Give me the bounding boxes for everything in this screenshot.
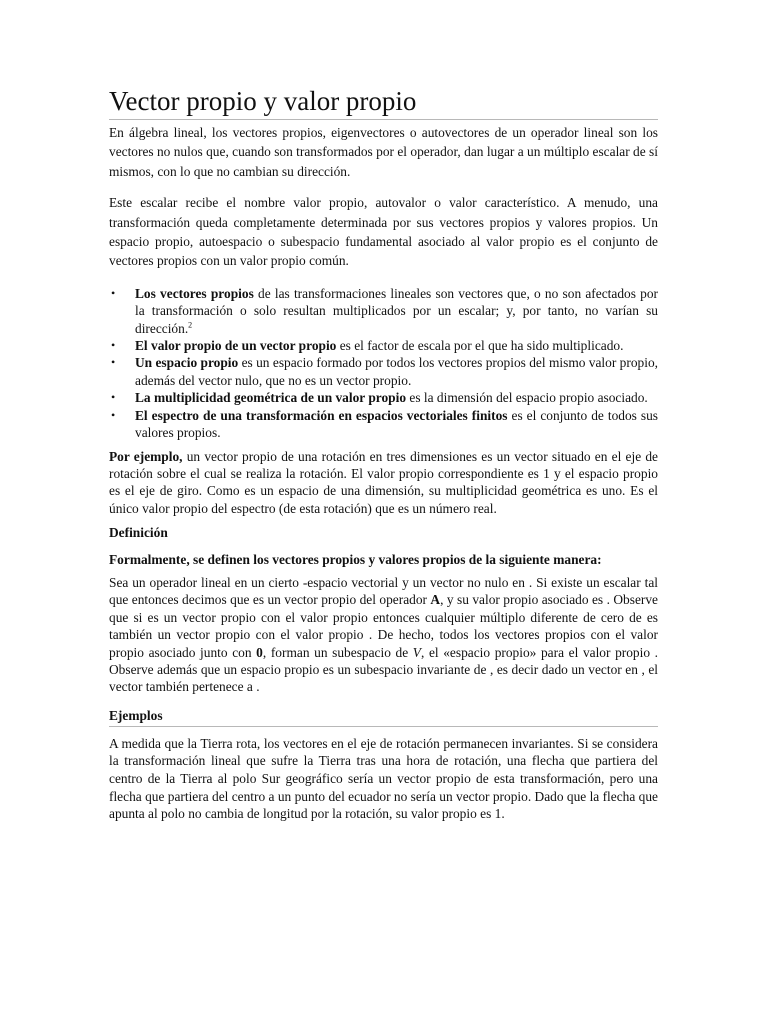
page-title: Vector propio y valor propio	[109, 84, 658, 120]
sea-text-4: , el «espacio propio» para el valor propio . Observe además que un espacio propio es un subespacio invariante de , es decir dado un vector en , el vector también pertenece a .	[109, 644, 659, 695]
space-symbol: V	[412, 644, 421, 660]
bullet-icon: •	[111, 390, 116, 405]
operator-symbol: A	[430, 592, 441, 608]
list-item-text: es la dimensión del espacio propio asociado.	[406, 390, 648, 406]
ejemplo-text: un vector propio de una rotación en tres dimensiones es un vector situado en el eje de rotación sobre el cual se realiza la rotación. El valor propio correspondiente es 1 y el espacio propio es el eje de giro. Como es un espacio de una dimensión, su multiplicidad geométrica es uno. Es el único valor propio del espectro (de esta rotación) que es un número real.	[109, 448, 659, 516]
definicion-heading: Definición	[109, 525, 168, 541]
list-item-text: es el factor de escala por el que ha sido multiplicado.	[336, 338, 624, 354]
sea-paragraph	[109, 574, 658, 696]
document-content	[109, 84, 658, 823]
list-item-term: La multiplicidad geométrica de un valor propio	[135, 390, 407, 406]
zero-vector-symbol: 0	[256, 644, 263, 660]
bullet-icon: •	[111, 338, 116, 353]
tierra-paragraph: A medida que la Tierra rota, los vectores en el eje de rotación permanecen invariantes. Si se considera la transformación lineal que sufre la Tierra tras una hora de rotación, una flecha que partiera del centro de la Tierra al polo Sur geográfico sería un vector propio de esta transformación, pero una flecha que partiera del centro a un punto del ecuador no sería un vector propio. Dado que la flecha que apunta al polo no cambia de longitud por la rotación, su valor propio es 1.	[109, 735, 658, 822]
sea-text-2: , y su valor propio asociado es . Observe que si es un vector propio con el valor propio entonces cualquier múltiplo diferente de cero de es también un vector propio con el valor propio . De hecho, todos los vectores propios con el valor propio asociado junto con	[109, 592, 658, 660]
list-item	[109, 337, 658, 354]
sea-text-1: Sea un operador lineal en un cierto -espacio vectorial y un vector no nulo en . Si existe un escalar tal que entonces decimos que es un vector propio del operador	[109, 574, 658, 608]
list-item-text: de las transformaciones lineales son vectores que, o no son afectados por la transformación o solo resultan multiplicados por un escalar; y, por tanto, no varían su dirección.	[135, 285, 658, 336]
list-item-term: Un espacio propio	[135, 355, 239, 371]
list-item	[109, 407, 658, 442]
list-item-term: El valor propio de un vector propio	[135, 338, 337, 354]
definitions-list	[109, 285, 658, 442]
intro-paragraph: En álgebra lineal, los vectores propios, eigenvectores o autovectores de un operador lineal son los vectores no nulos que, cuando son transformados por el operador, dan lugar a un múltiplo escalar de sí mismos, con lo que no cambian su dirección.	[109, 125, 658, 179]
list-item	[109, 285, 658, 337]
footnote-ref: 2	[188, 320, 193, 330]
list-item	[109, 389, 658, 406]
list-item-term: Los vectores propios	[135, 285, 254, 301]
ejemplo-paragraph	[109, 448, 658, 518]
list-item-term: El espectro de una transformación en espacios vectoriales finitos	[135, 407, 508, 423]
bullet-icon: •	[111, 355, 116, 370]
bullet-icon: •	[111, 407, 116, 422]
ejemplo-lead: Por ejemplo,	[109, 448, 183, 464]
sea-text-3: , forman un subespacio de	[262, 644, 413, 660]
list-item-text: es el conjunto de todos sus valores propios.	[135, 407, 658, 441]
formal-heading: Formalmente, se definen los vectores propios y valores propios de la siguiente manera:	[109, 551, 602, 567]
bullet-icon: •	[111, 285, 116, 300]
escalar-paragraph: Este escalar recibe el nombre valor propio, autovalor o valor característico. A menudo, una transformación queda completamente determinada por sus vectores propios y valores propios. Un espacio propio, autoespacio o subespacio fundamental asociado al valor propio es el conjunto de vectores propios con un valor propio común.	[109, 195, 658, 269]
ejemplos-heading: Ejemplos	[109, 706, 658, 727]
list-item-text: es un espacio formado por todos los vectores propios del mismo valor propio, además del vector nulo, que no es un vector propio.	[135, 355, 658, 388]
list-item	[109, 354, 658, 389]
